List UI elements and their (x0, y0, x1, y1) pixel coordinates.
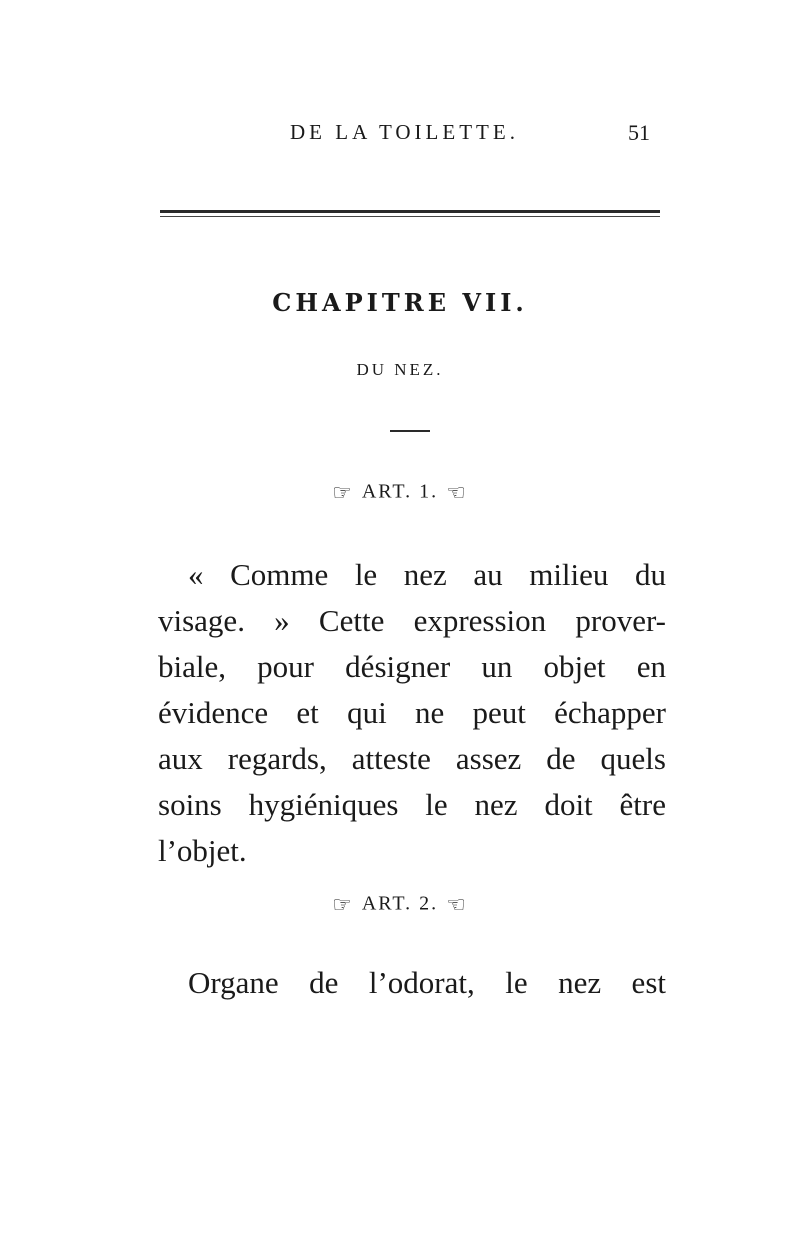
short-rule-divider (390, 430, 430, 432)
text-line: « Comme le nez au milieu du (188, 557, 666, 592)
thick-rule (160, 210, 660, 213)
article-label: ART. 2. (361, 892, 439, 915)
pointing-hand-left-icon: ☜ (446, 480, 468, 505)
text-line: l’objet. (158, 833, 247, 868)
text-line: aux regards, atteste assez de quels (158, 741, 666, 776)
pointing-hand-left-icon: ☜ (446, 892, 468, 917)
running-title: DE LA TOILETTE. (290, 120, 519, 144)
article-heading-1 (0, 480, 800, 506)
pointing-hand-right-icon: ☞ (332, 892, 354, 917)
text-line: évidence et qui ne peut échapper (158, 695, 666, 730)
article-label: ART. 1. (361, 480, 439, 503)
double-rule-divider (160, 210, 660, 218)
text-line: Organe de l’odorat, le nez est (188, 965, 666, 1000)
chapter-subtitle: DU NEZ. (356, 360, 444, 379)
thin-rule (160, 216, 660, 217)
article-1-paragraph (158, 552, 666, 874)
article-2-paragraph (158, 960, 666, 1006)
text-line: biale, pour désigner un objet en (158, 649, 666, 684)
pointing-hand-right-icon: ☞ (332, 480, 354, 505)
text-line: soins hygiéniques le nez doit être (158, 787, 666, 822)
chapter-title: CHAPITRE VII. (272, 288, 528, 317)
page-number: 51 (628, 120, 650, 145)
article-heading-2 (0, 892, 800, 918)
running-head (0, 120, 800, 150)
text-line: visage. » Cette expression prover- (158, 603, 666, 638)
